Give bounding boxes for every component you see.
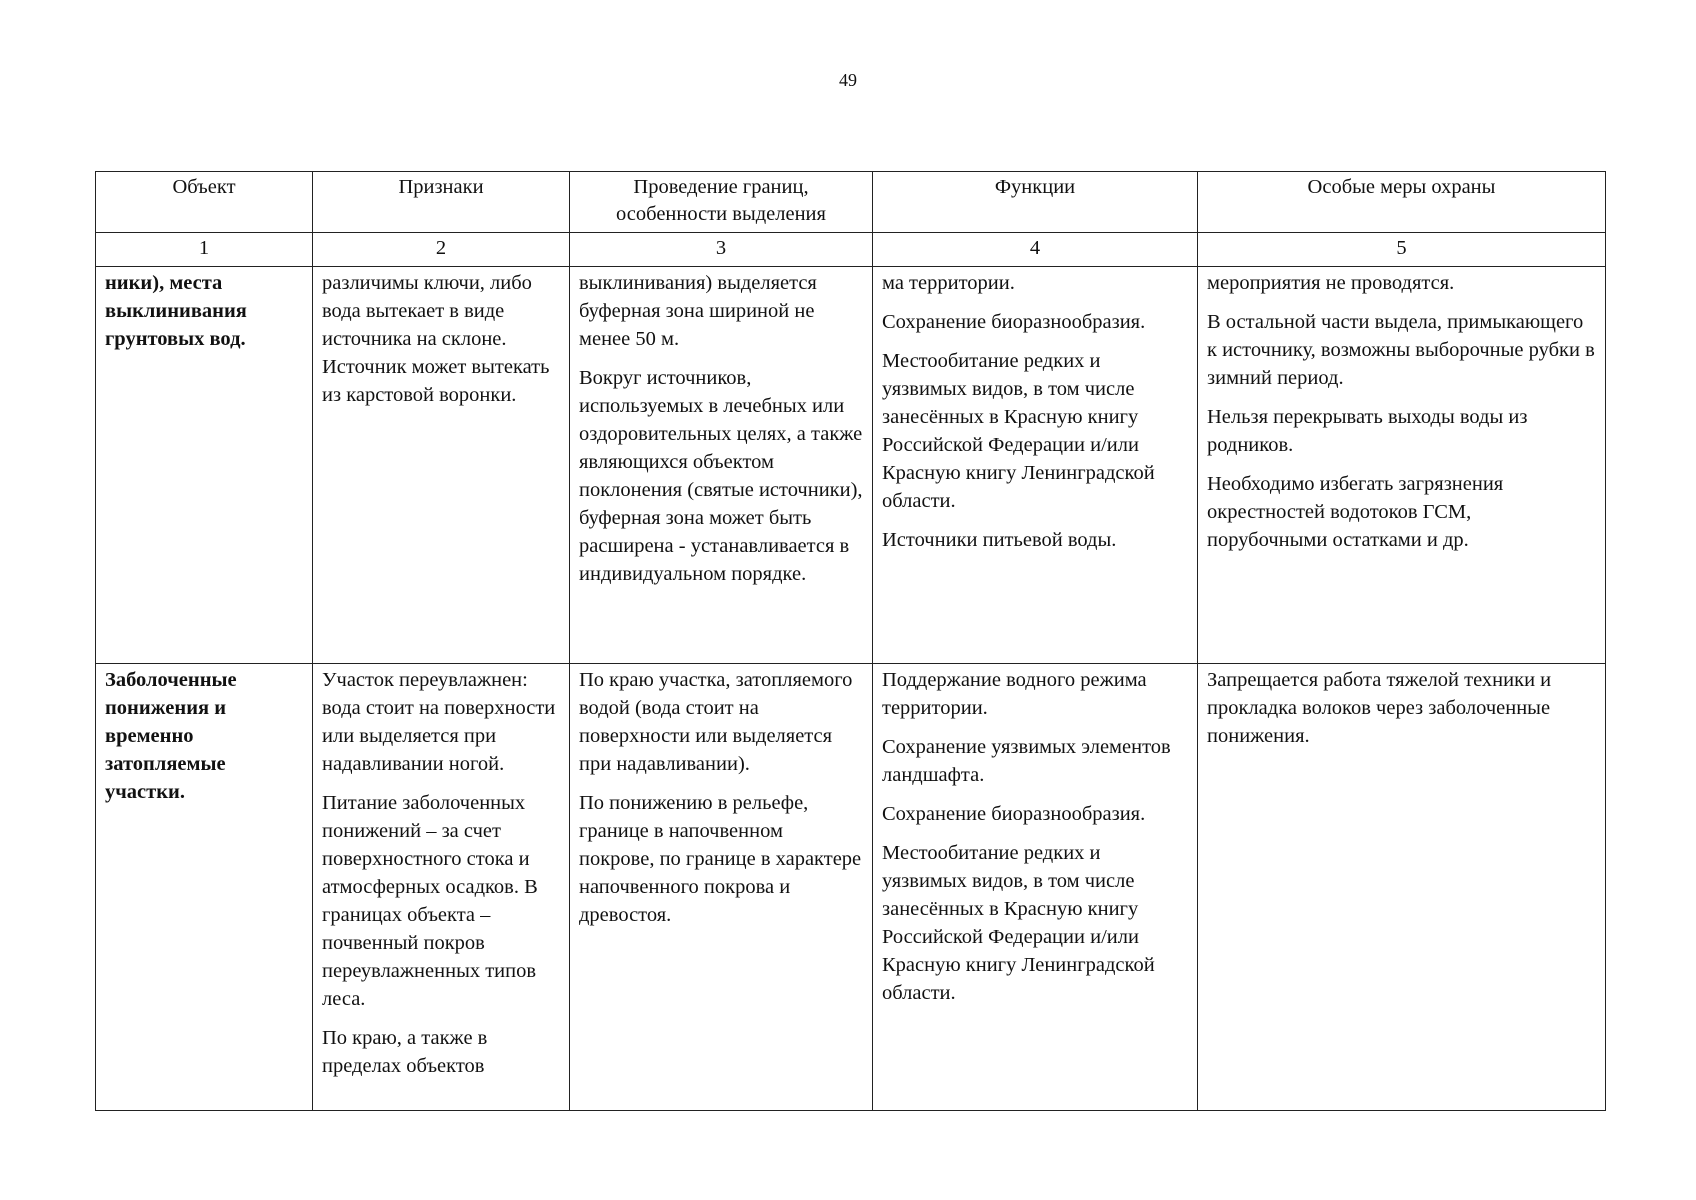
table-row xyxy=(96,664,1606,1111)
header-row xyxy=(96,172,1606,233)
boundaries-paragraph: По краю участка, затопляемого водой (вода стоит на поверхности или выделяется при надавливании). xyxy=(579,669,853,775)
functions-paragraph: Местообитание редких и уязвимых видов, в том числе занесённых в Красную книгу Российской Федерации и/или Красную книгу Ленинградской области. xyxy=(882,350,1155,512)
header-object: Объект xyxy=(96,172,313,233)
boundaries-cell xyxy=(570,664,873,1111)
column-number: 5 xyxy=(1198,233,1606,267)
functions-paragraph: Местообитание редких и уязвимых видов, в том числе занесённых в Красную книгу Российской Федерации и/или Красную книгу Ленинградской области. xyxy=(882,842,1155,1004)
signs-cell xyxy=(313,664,570,1111)
protection-table xyxy=(95,171,1606,1111)
functions-paragraph: Сохранение уязвимых элементов ландшафта. xyxy=(882,736,1171,786)
column-number: 4 xyxy=(873,233,1198,267)
boundaries-cell xyxy=(570,267,873,664)
measures-paragraph: Необходимо избегать загрязнения окрестностей водотоков ГСМ, порубочными остатками и др. xyxy=(1207,473,1504,551)
measures-paragraph: Нельзя перекрывать выходы воды из родников. xyxy=(1207,406,1528,456)
object-name: Заболоченные понижения и временно затопляемые участки. xyxy=(105,669,237,803)
functions-paragraph: Сохранение биоразнообразия. xyxy=(882,803,1146,825)
column-number: 1 xyxy=(96,233,313,267)
object-cell xyxy=(96,664,313,1111)
measures-paragraph: Запрещается работа тяжелой техники и прокладка волоков через заболоченные понижения. xyxy=(1207,669,1552,747)
header-signs: Признаки xyxy=(313,172,570,233)
page-number: 49 xyxy=(839,70,857,90)
functions-paragraph: Поддержание водного режима территории. xyxy=(882,669,1147,719)
boundaries-paragraph: выклинивания) выделяется буферная зона шириной не менее 50 м. xyxy=(579,272,817,350)
measures-cell xyxy=(1198,267,1606,664)
functions-paragraph: Сохранение биоразнообразия. xyxy=(882,311,1146,333)
signs-paragraph: Участок переувлажнен: вода стоит на поверхности или выделяется при надавливании ногой. xyxy=(322,669,556,775)
header-measures: Особые меры охраны xyxy=(1198,172,1606,233)
object-name: ники), места выклинивания грунтовых вод. xyxy=(105,272,247,350)
boundaries-paragraph: Вокруг источников, используемых в лечебных или оздоровительных целях, а также являющихся объектом поклонения (святые источники), буферная зона может быть расширена - устанавливается в индивидуальном порядке. xyxy=(579,367,863,585)
header-functions: Функции xyxy=(873,172,1198,233)
signs-paragraph: Питание заболоченных понижений – за счет поверхностного стока и атмосферных осадков. В границах объекта – почвенный покров переувлажненных типов леса. xyxy=(322,792,538,1010)
signs-cell xyxy=(313,267,570,664)
column-number: 3 xyxy=(570,233,873,267)
measures-paragraph: мероприятия не проводятся. xyxy=(1207,272,1455,294)
functions-paragraph: Источники питьевой воды. xyxy=(882,529,1117,551)
boundaries-paragraph: По понижению в рельефе, границе в напочвенном покрове, по границе в характере напочвенного покрова и древостоя. xyxy=(579,792,862,926)
functions-paragraph: ма территории. xyxy=(882,272,1015,294)
measures-paragraph: В остальной части выдела, примыкающего к источнику, возможны выборочные рубки в зимний период. xyxy=(1207,311,1595,389)
column-number: 2 xyxy=(313,233,570,267)
table-row xyxy=(96,267,1606,664)
column-number-row xyxy=(96,233,1606,267)
signs-paragraph: По краю, а также в пределах объектов xyxy=(322,1027,488,1077)
header-boundaries: Проведение границ, особенности выделения xyxy=(570,172,873,233)
signs-paragraph: различимы ключи, либо вода вытекает в виде источника на склоне. Источник может вытекать из карстовой воронки. xyxy=(322,272,550,406)
measures-cell xyxy=(1198,664,1606,1111)
functions-cell xyxy=(873,664,1198,1111)
functions-cell xyxy=(873,267,1198,664)
object-cell xyxy=(96,267,313,664)
